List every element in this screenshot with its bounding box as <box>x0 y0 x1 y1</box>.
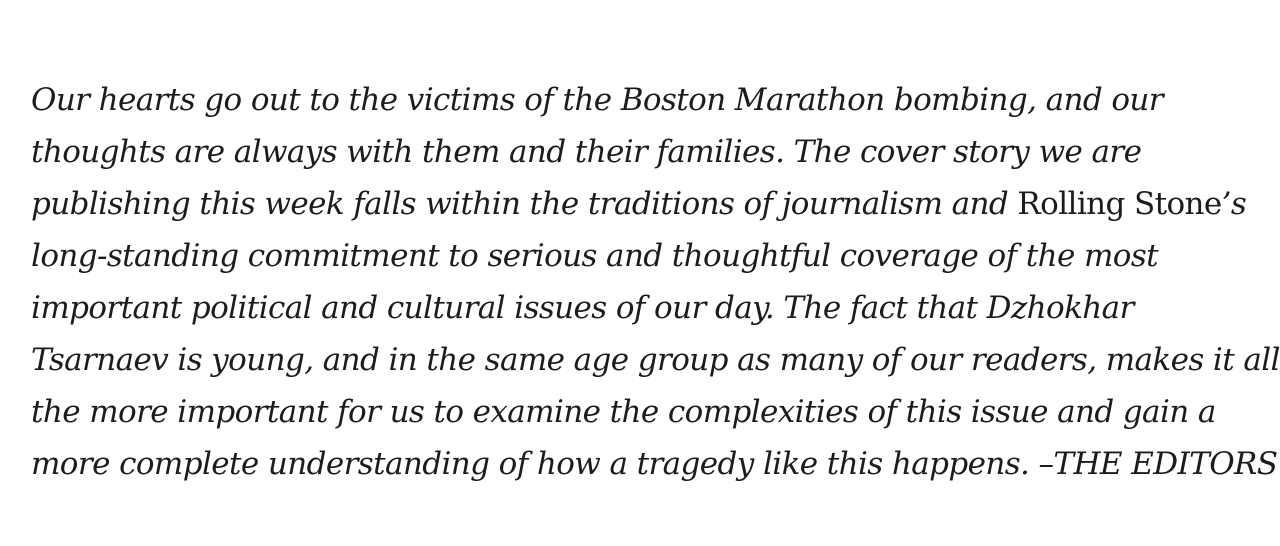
publication-name: Rolling Stone <box>1017 186 1222 222</box>
statement-line-5: important political and cultural issues of our day. The fact that Dzhokhar <box>31 290 1134 326</box>
statement-line-6: Tsarnaev is young, and in the same age group as many of our readers, makes it all <box>31 342 1280 378</box>
statement-line-7: the more important for us to examine the complexities of this issue and gain a <box>31 394 1216 430</box>
statement-line-3-end: ’s <box>1221 186 1247 222</box>
editors-statement <box>31 74 1280 490</box>
statement-line-1: Our hearts go out to the victims of the Boston Marathon bombing, and our <box>31 82 1164 118</box>
statement-line-3 <box>31 178 1247 230</box>
statement-line-2: thoughts are always with them and their families. The cover story we are <box>31 134 1142 170</box>
statement-line-3-start: publishing this week falls within the traditions of journalism and <box>31 186 1018 222</box>
statement-line-4: long-standing commitment to serious and thoughtful coverage of the most <box>31 238 1158 274</box>
statement-line-8: more complete understanding of how a tragedy like this happens. –THE EDITORS <box>31 446 1278 482</box>
